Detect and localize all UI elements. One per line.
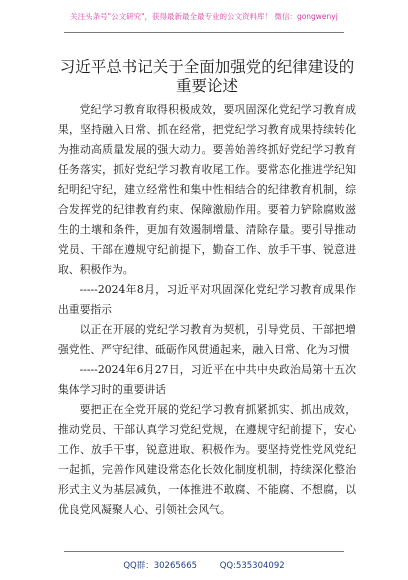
paragraph-1: 党纪学习教育取得积极成效，要巩固深化党纪学习教育成果，坚持融入日常、抓在经常，把党纪学习教育成果持续转化为推动高质量发展的强大动力。要善始善终抓好党纪学习教育任务落实，抓好党纪学习教育收尾工作。要常态化推进学纪知纪明纪守纪，建立经常性和集中性相结合的纪律教育机制，综合发挥党的纪律教育约束、保障激励作用。要着力铲除腐败滋生的土壤和条件，更加有效遏制增量、清除存量。要引导推动党员、干部在遵规守纪前提下，勤奋工作、放手干事、锐意进取、积极作为。 (58, 103, 356, 276)
footer-qq-group: QQ群：30265665 (123, 561, 198, 571)
header-promo-text: 关注头条号"公文研究"，获得最新最全最专业的公文资料库！ 微信：gongwenyj (70, 12, 338, 21)
footer-divider (64, 551, 344, 552)
paragraph-3: 要把正在全党开展的党纪学习教育抓紧抓实、抓出成效，推动党员、干部认真学习党纪党规，在遵规守纪前提下，安心工作、放手干事，锐意进取、积极作为。要坚持党性党风党纪一起抓，完善作风建设常态化长效化制度机制，持续深化整治形式主义为基层减负，一体推进不敢腐、不能腐、不想腐，以优良党风凝聚人心、引领社会风气。 (58, 403, 356, 516)
footer-qq: QQ:535304092 (219, 561, 285, 571)
document-title: 习近平总书记关于全面加强党的纪律建设的重要论述 (59, 58, 355, 95)
footer-contact (0, 559, 408, 571)
paragraph-2: 以正在开展的党纪学习教育为契机，引导党员、干部把增强党性、严守纪律、砥砺作风贯通起来，融入日常、化为习惯 (58, 323, 356, 356)
source-attribution-2: -----2024年6月27日，习近平在中共中央政治局第十五次集体学习时的重要讲话 (58, 363, 356, 396)
document-body (58, 58, 356, 520)
header-divider (64, 32, 344, 33)
source-attribution-1: -----2024年8月，习近平对巩固深化党纪学习教育成果作出重要指示 (58, 283, 356, 316)
page-header (0, 0, 408, 40)
